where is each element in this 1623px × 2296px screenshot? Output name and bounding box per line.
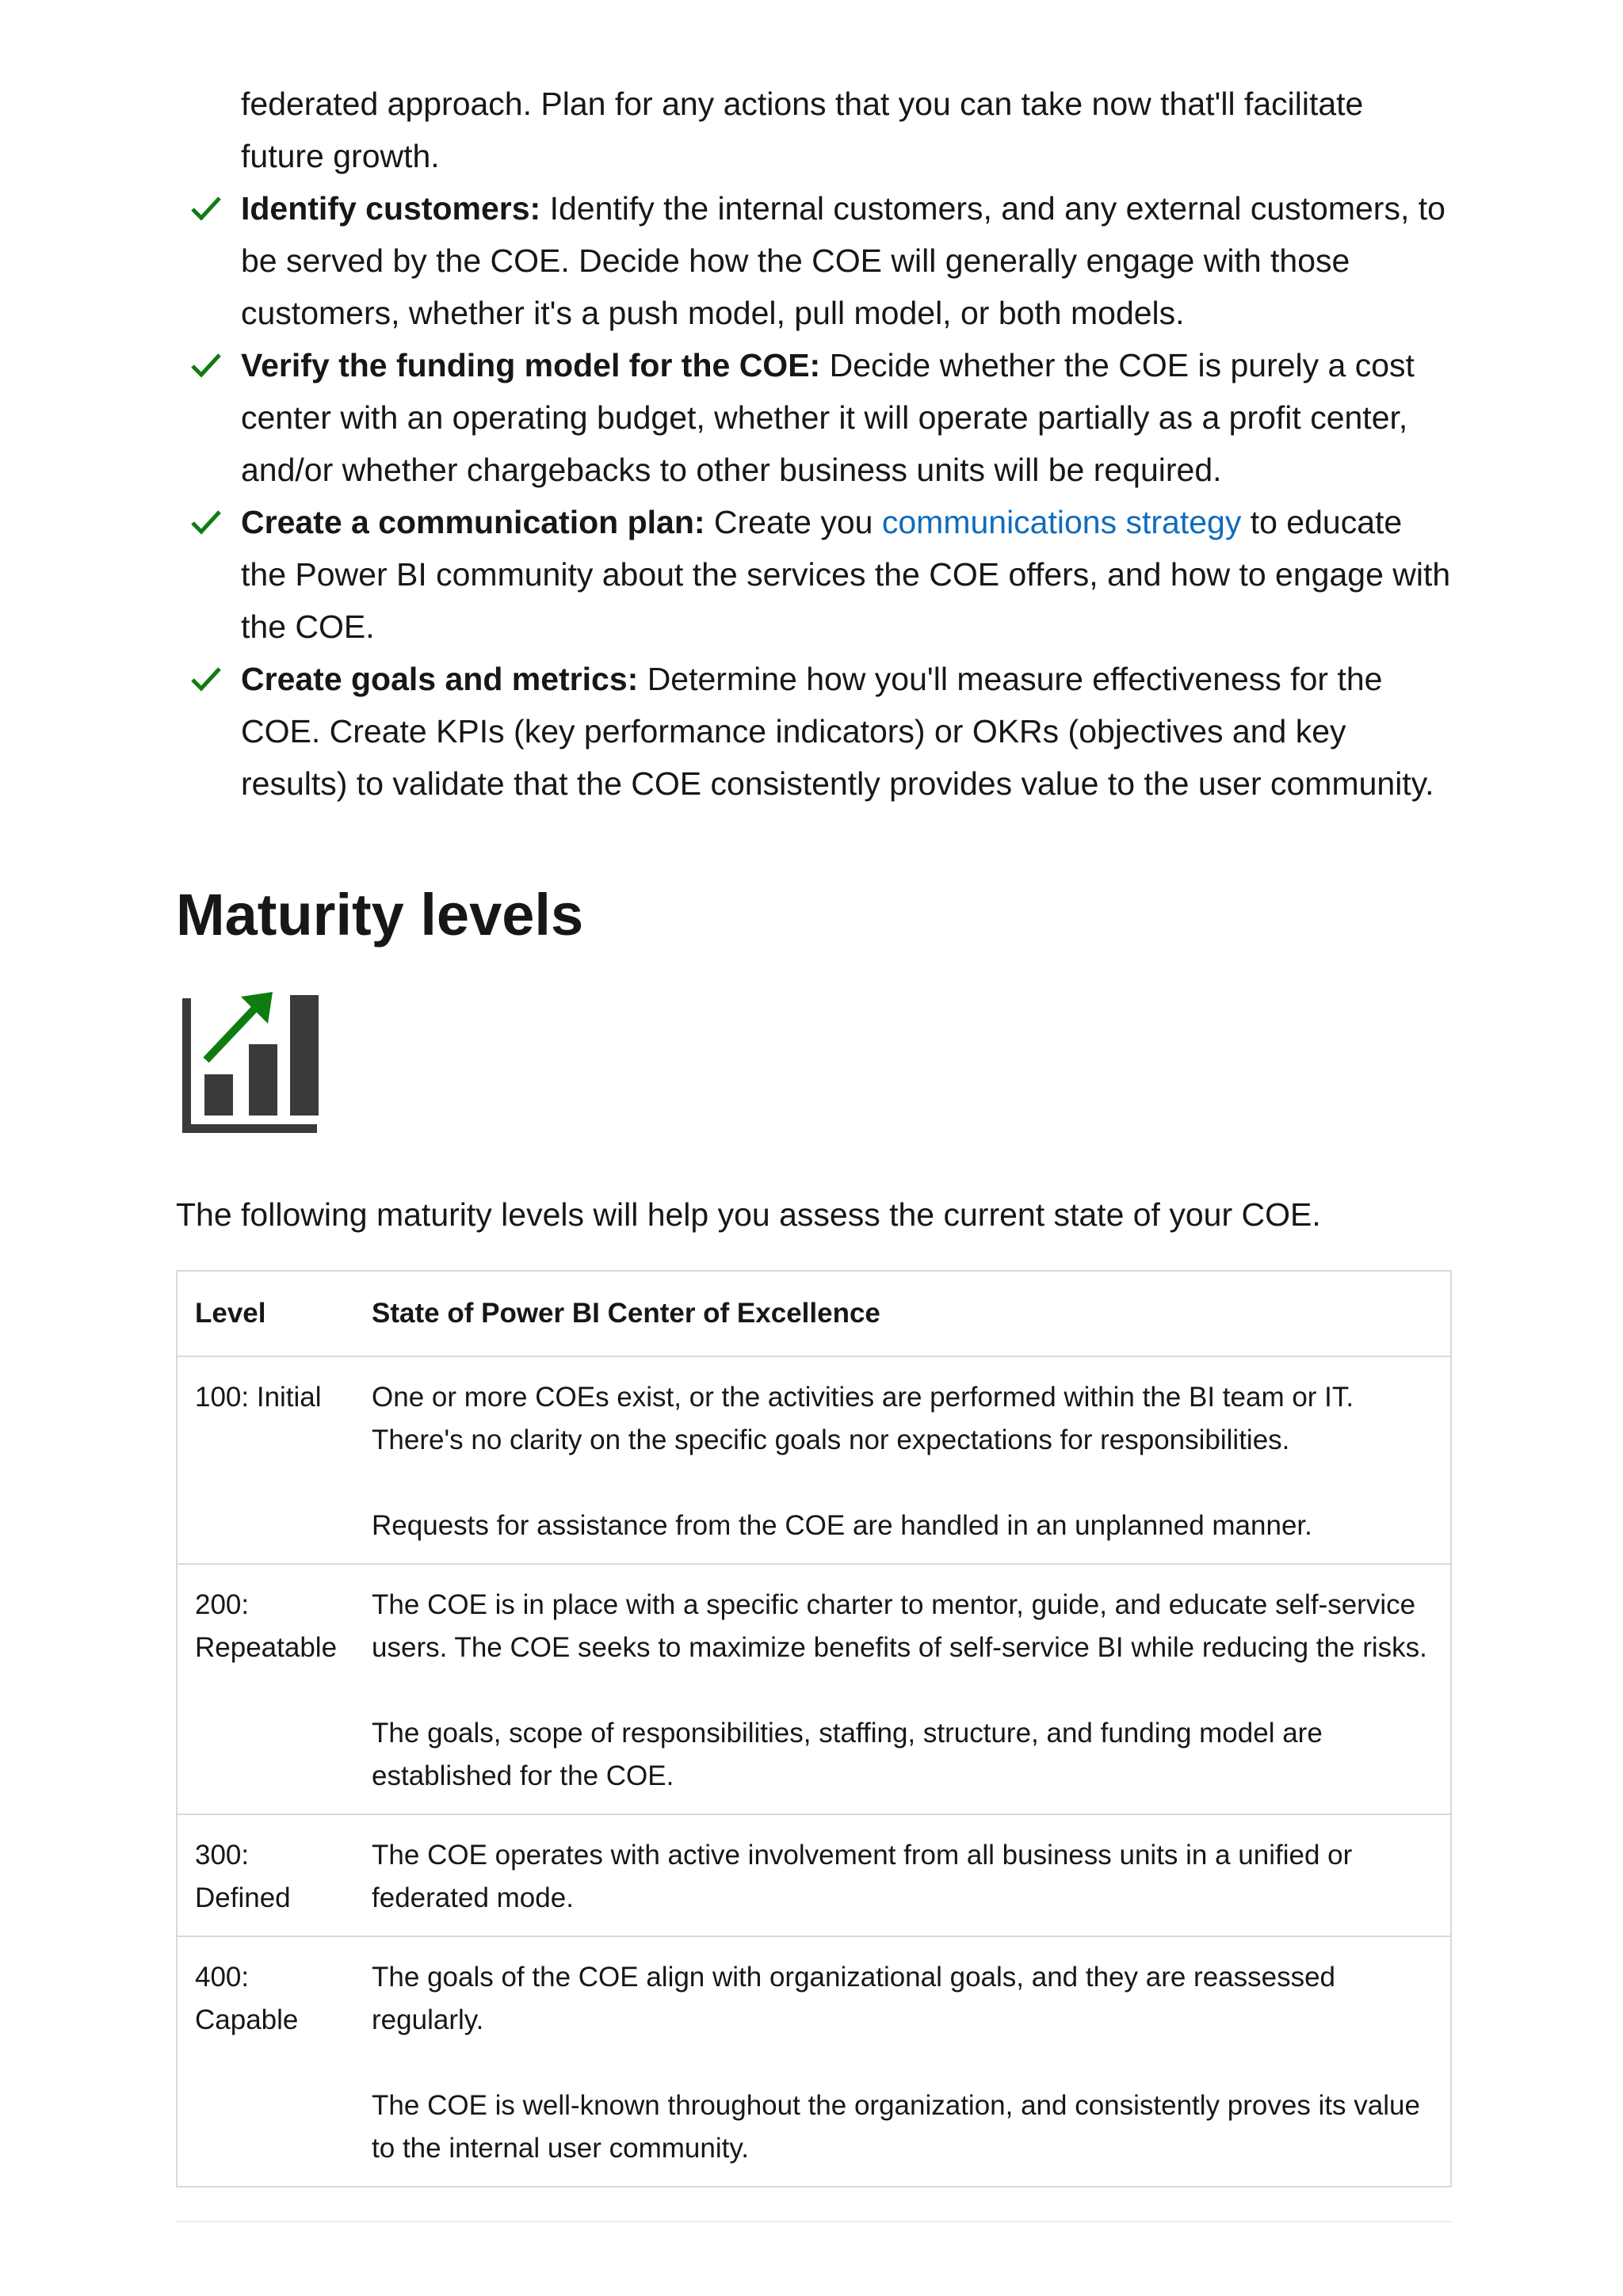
state-paragraph: Requests for assistance from the COE are handled in an unplanned manner. (372, 1510, 1312, 1541)
table-row (177, 1356, 1451, 1564)
state-paragraph: The goals of the COE align with organizational goals, and they are reassessed regularly. (372, 1962, 1336, 2035)
checklist-item-title: Create goals and metrics: (241, 661, 639, 697)
continued-paragraph: federated approach. Plan for any actions that you can take now that'll facilitate future growth. (241, 86, 1364, 174)
intro-paragraph: The following maturity levels will help you assess the current state of your COE. (176, 1196, 1321, 1233)
state-cell (354, 1814, 1451, 1936)
level-cell: 200: Repeatable (177, 1564, 354, 1814)
state-paragraph: The COE operates with active involvement from all business units in a unified or federated mode. (372, 1840, 1353, 1913)
checklist-item-text: Create you (705, 504, 882, 540)
level-cell: 400: Capable (177, 1936, 354, 2187)
checklist-item-title: Identify customers: (241, 190, 541, 227)
table-header-row (177, 1271, 1451, 1356)
checklist-item-title: Verify the funding model for the COE: (241, 347, 821, 383)
state-cell (354, 1356, 1451, 1564)
checkmark-icon (190, 666, 222, 692)
checklist-item-communication-plan (176, 496, 1452, 653)
state-paragraph: The COE is well-known throughout the organization, and consistently proves its value to the internal user community. (372, 2090, 1420, 2164)
state-paragraph: One or more COEs exist, or the activities are performed within the BI team or IT. There's no clarity on the specific goals nor expectations for responsibilities. (372, 1382, 1354, 1455)
checkmark-icon (190, 509, 222, 536)
divider (176, 2221, 1452, 2222)
level-cell: 100: Initial (177, 1356, 354, 1564)
checkmark-icon (190, 352, 222, 379)
checklist-item-identify-customers (176, 182, 1452, 339)
section-heading: Maturity levels (176, 882, 584, 948)
maturity-table (176, 1270, 1452, 2187)
state-cell (354, 1564, 1451, 1814)
table-row (177, 1936, 1451, 2187)
column-header-state: State of Power BI Center of Excellence (354, 1271, 1451, 1356)
checklist-item-title: Create a communication plan: (241, 504, 705, 540)
state-paragraph: The COE is in place with a specific charter to mentor, guide, and educate self-service users. The COE seeks to maximize benefits of self-service BI while reducing the risks. (372, 1589, 1427, 1663)
checklist-item-text: Decide whether the COE is purely a cost center with an operating budget, whether it will operate partially as a profit center, and/or whether chargebacks to other business units will be required. (241, 347, 1415, 488)
state-cell (354, 1936, 1451, 2187)
column-header-level: Level (177, 1271, 354, 1356)
communications-strategy-link[interactable]: communications strategy (881, 504, 1242, 540)
state-paragraph: The goals, scope of responsibilities, staffing, structure, and funding model are established for the COE. (372, 1718, 1323, 1791)
level-cell: 300: Defined (177, 1814, 354, 1936)
checklist-item-text: Identify the internal customers, and any external customers, to be served by the COE. Decide how the COE will generally engage with those customers, whether it's a push model, pull model, or both models. (241, 190, 1445, 331)
checkmark-icon (190, 195, 222, 222)
checklist-item-text: Determine how you'll measure effectiveness for the COE. Create KPIs (key performance indicators) or OKRs (objectives and key results) to validate that the COE consistently provides value to the user community. (241, 661, 1434, 802)
checklist (176, 182, 1452, 810)
maturity-chart-icon (179, 989, 322, 1139)
checklist-item-goals-metrics (176, 653, 1452, 810)
checklist-item-funding-model (176, 339, 1452, 496)
table-row (177, 1564, 1451, 1814)
checklist-item-text: to educate the Power BI community about the services the COE offers, and how to engage with the COE. (241, 504, 1451, 645)
table-row (177, 1814, 1451, 1936)
